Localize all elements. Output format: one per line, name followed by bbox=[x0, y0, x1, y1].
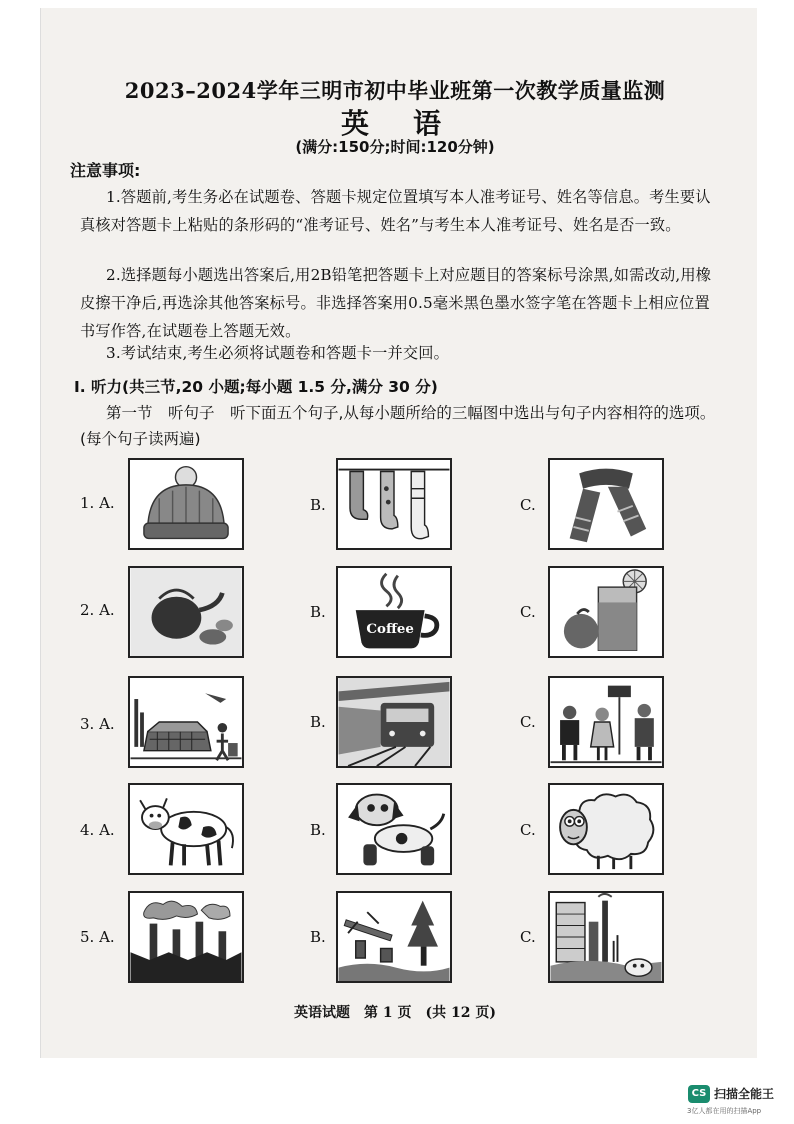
question-3-option-b: B. bbox=[310, 713, 326, 731]
knit-hat-icon[interactable] bbox=[128, 458, 244, 550]
question-4-option-b: B. bbox=[310, 821, 326, 839]
question-2-option-c: C. bbox=[520, 603, 536, 621]
subject-title: 英 语 bbox=[340, 107, 449, 140]
question-2-label: 2. A. bbox=[80, 601, 115, 619]
question-1-option-c: C. bbox=[520, 496, 536, 514]
sheep-icon[interactable] bbox=[548, 783, 664, 875]
question-1-option-b: B. bbox=[310, 496, 326, 514]
watermark-name: 扫描全能王 bbox=[714, 1087, 775, 1101]
polluted-river-icon[interactable] bbox=[548, 891, 664, 983]
deforestation-icon[interactable] bbox=[336, 891, 452, 983]
note-item-2: 2.选择题每小题选出答案后,用2B铅笔把答题卡上对应题目的答案标号涂黑,如需改动,用橡皮擦干净后,再选涂其他答案标号。非选择答案用0.5毫米黑色墨水签字笔在答题卡上相应位置书写作答,在试题卷上答题无效。 bbox=[80, 266, 712, 340]
coffee-cup-icon[interactable] bbox=[336, 566, 452, 658]
teapot-icon[interactable] bbox=[128, 566, 244, 658]
part-instructions: 第一节 听句子 听下面五个句子,从每小题所给的三幅图中选出与句子内容相符的选项。(每个句子读两遍) bbox=[80, 404, 716, 448]
question-5-option-b: B. bbox=[310, 928, 326, 946]
score-info: (满分:150分;时间:120分钟) bbox=[295, 138, 495, 156]
notes-heading: 注意事项: bbox=[70, 161, 141, 180]
question-5-option-c: C. bbox=[520, 928, 536, 946]
watermark-tagline: 3亿人都在用的扫描App bbox=[687, 1107, 762, 1115]
question-2-option-b: B. bbox=[310, 603, 326, 621]
question-3-option-c: C. bbox=[520, 713, 536, 731]
question-1-label: 1. A. bbox=[80, 494, 115, 512]
juice-glass-icon[interactable] bbox=[548, 566, 664, 658]
scarf-icon[interactable] bbox=[548, 458, 664, 550]
train-icon[interactable] bbox=[336, 676, 452, 768]
exam-title: 2023–2024学年三明市初中毕业班第一次教学质量监测 bbox=[124, 78, 666, 103]
airport-icon[interactable] bbox=[128, 676, 244, 768]
question-4-label: 4. A. bbox=[80, 821, 115, 839]
question-4-option-c: C. bbox=[520, 821, 536, 839]
camscanner-logo-icon: CS bbox=[688, 1085, 710, 1103]
bus-stop-icon[interactable] bbox=[548, 676, 664, 768]
question-3-label: 3. A. bbox=[80, 715, 115, 733]
cow-icon[interactable] bbox=[128, 783, 244, 875]
question-5-label: 5. A. bbox=[80, 928, 115, 946]
note-item-1: 1.答题前,考生务必在试题卷、答题卡规定位置填写本人准考证号、姓名等信息。考生要认真核对答题卡上粘贴的条形码的“准考证号、姓名”与考生本人准考证号、姓名是否一致。 bbox=[80, 188, 711, 234]
socks-icon[interactable] bbox=[336, 458, 452, 550]
section-heading: I. 听力(共三节,20 小题;每小题 1.5 分,满分 30 分) bbox=[74, 378, 438, 396]
page-footer: 英语试题 第 1 页 (共 12 页) bbox=[294, 1005, 496, 1021]
note-item-3: 3.考试结束,考生必须将试题卷和答题卡一并交回。 bbox=[106, 344, 450, 362]
robot-dog-icon[interactable] bbox=[336, 783, 452, 875]
factory-pollution-icon[interactable] bbox=[128, 891, 244, 983]
coffee-label: Coffee bbox=[366, 621, 414, 638]
